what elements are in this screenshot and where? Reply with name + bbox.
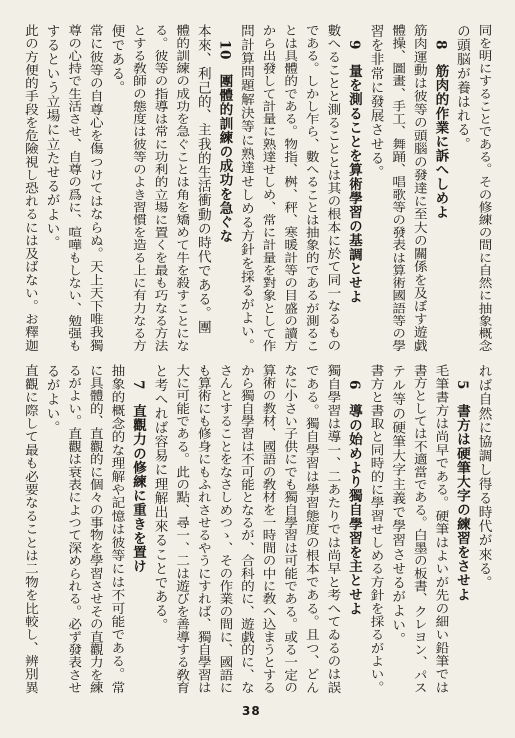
text-column: から出發して計量に熟達せしめ、常に計量を對象として作 [259,24,276,353]
section-heading: 10 團體的訓練の成功を急ぐな [216,40,233,244]
text-column: なに小さい子供にでも獨自學習は可能である。或る一定の [281,364,298,694]
text-column: 大に可能である。此の點、尋一、二は遊びを善導する敎育 [173,364,190,694]
section-heading: 7 直觀力の修練に重きを置け [129,380,146,574]
text-column: 直觀に際して最も必要なることは二物を比較し、辨別異 [21,364,38,694]
section-heading: 6 導の始めより獨自學習を主とせよ [345,380,362,616]
text-column: と考へれば容易に理解出來ることである。 [151,364,168,632]
text-column: 常に彼等の自尊心を傷つけてはならぬ。天上天下唯我獨 [86,24,103,352]
text-column: 書方としては不適當である。白墨の板書、クレヨン、パス [410,364,427,694]
text-column: る。彼等の指導は常に功利的立場に置くを最も巧なる方法 [151,24,168,353]
text-column: とする敎師の態度は彼等のよき習慣を造る上に有力なる方 [129,24,146,353]
text-column: るがよい。 [43,364,60,435]
text-column: 毛筆書方は尚早である。硬筆はよいが先の細い鉛筆では [432,364,449,694]
text-column: 獨自學習は導一、二あたりでは尚早と考へてゐるのは誤 [324,364,341,694]
text-column: 此の方便的手段を危險視し恐れるには及ばない。お釋迦 [21,24,38,352]
text-column: 數へることと測ることとは其の根本に於て同一なるもの [324,24,341,352]
text-column: 習を非常に發展させる。 [367,24,384,180]
text-column: から獨自學習は不可能となるが、合科的に、遊戯的に、な [237,364,254,694]
text-column: 體操、圖畫、手工、舞踊、唱歌等の發表は算術國語等の學 [389,24,406,353]
text-column: れば自然に協調し得る時代が來る。 [475,364,492,590]
text-column: 同を明にすることである。その修練の間に自然に抽象概念 [475,24,492,353]
text-column: 便である。 [108,24,125,95]
section-heading: 5 書方は硬筆大字の練習をさせよ [453,380,470,602]
page-number: 38 [242,704,261,718]
section-heading: 9 量を測ることを算術學習の基調とせよ [345,40,362,304]
text-column: するという立場に立たせるがよい。 [43,24,60,250]
text-column: である。しかし乍ら、數へることは抽象的であるが測るこ [302,24,319,353]
text-column: 本來、利己的、主我的生活衝動の時代である。團 [194,24,211,335]
text-column: 問計算問題解決等に熟達せしめる方針を採るがよい。 [237,24,254,352]
text-column: に具體的、直觀的に個々の事物を學習させその直觀力を練 [86,364,103,694]
text-column: 書方と書取と同時的に學習せしめる方針を採るがよい。 [367,364,384,694]
text-column: テル等の硬筆大字主義で學習させるがよい。 [389,364,406,646]
text-column: も算術にも修身にもふれさせるやうにすれば、獨自學習は [194,364,211,694]
text-column: 算術の教材、國語の敎材を一時間の中に敎へ込まうとする [259,364,276,694]
text-column: 筋肉運動は彼等の頭腦の發達に至大の關係を及ぼす遊戯 [410,24,427,352]
section-heading: 8 筋肉的作業に訴へしめよ [432,40,449,220]
text-column: 抽象的概念的な理解や記憶は彼等には不可能である。常 [108,364,125,694]
text-column: るがよい。直觀は衰表によつて深められる。必ず發表させ [65,364,82,694]
text-column: 體的訓練の成功を急ぐことは角を矯めて牛を殺すことにな [173,24,190,353]
text-column: である。獨自學習は學習態度の根本である。且つ、どん [302,364,319,694]
text-column: 尊の心持で生活させ、自尊の爲に、喧嘩もしない、勉强も [65,24,82,353]
text-column: とは具體的である。物指、桝、秤、寒暖計等の目盛の讀方 [281,24,298,353]
text-column: の頭脳が養はれる。 [453,24,470,151]
text-column: さんとすることをなさしめつゝ、その作業の間に、國語に [216,364,233,694]
